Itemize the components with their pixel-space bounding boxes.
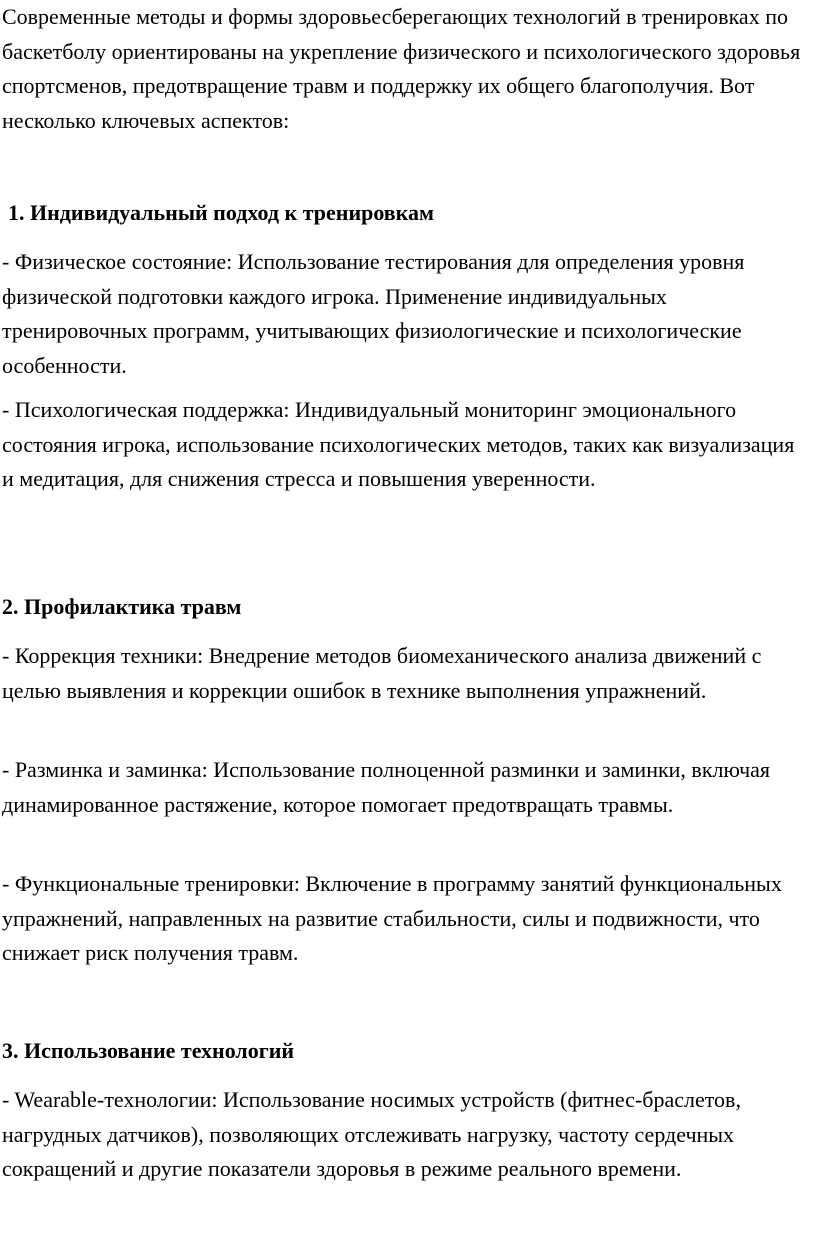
section-3-heading: 3. Использование технологий [2, 1038, 295, 1063]
section-3-item-1: - Wearable-технологии: Использование носимых устройств (фитнес-браслетов, нагрудных датчиков), позволяющих отслеживать нагрузку, частоту сердечных сокращений и другие показатели здоровья в режиме реального времени. [2, 1087, 741, 1181]
section-2-heading: 2. Профилактика травм [2, 594, 242, 619]
section-1-heading: 1. Индивидуальный подход к тренировкам [8, 200, 435, 225]
section-2-item-1: - Коррекция техники: Внедрение методов биомеханического анализа движений с целью выявления и коррекции ошибок в технике выполнения упражнений. [2, 643, 762, 703]
section-2-item-3: - Функциональные тренировки: Включение в программу занятий функциональных упражнений, направленных на развитие стабильности, силы и подвижности, что снижает риск получения травм. [2, 871, 782, 965]
section-1-item-2: - Психологическая поддержка: Индивидуальный мониторинг эмоционального состояния игрока, использование психологических методов, таких как визуализация и медитация, для снижения стресса и повышения уверенности. [2, 397, 795, 491]
intro-paragraph: Современные методы и формы здоровьесберегающих технологий в тренировках по баскетболу ориентированы на укрепление физического и психологического здоровья спортсменов, предотвращение травм и поддержку их общего благополучия. Вот несколько ключевых аспектов: [2, 4, 801, 133]
section-2-item-2: - Разминка и заминка: Использование полноценной разминки и заминки, включая динамированное растяжение, которое помогает предотвращать травмы. [2, 757, 771, 817]
section-1-item-1: - Физическое состояние: Использование тестирования для определения уровня физической подготовки каждого игрока. Применение индивидуальных тренировочных программ, учитывающих физиологические и психологические особенности. [2, 249, 745, 378]
